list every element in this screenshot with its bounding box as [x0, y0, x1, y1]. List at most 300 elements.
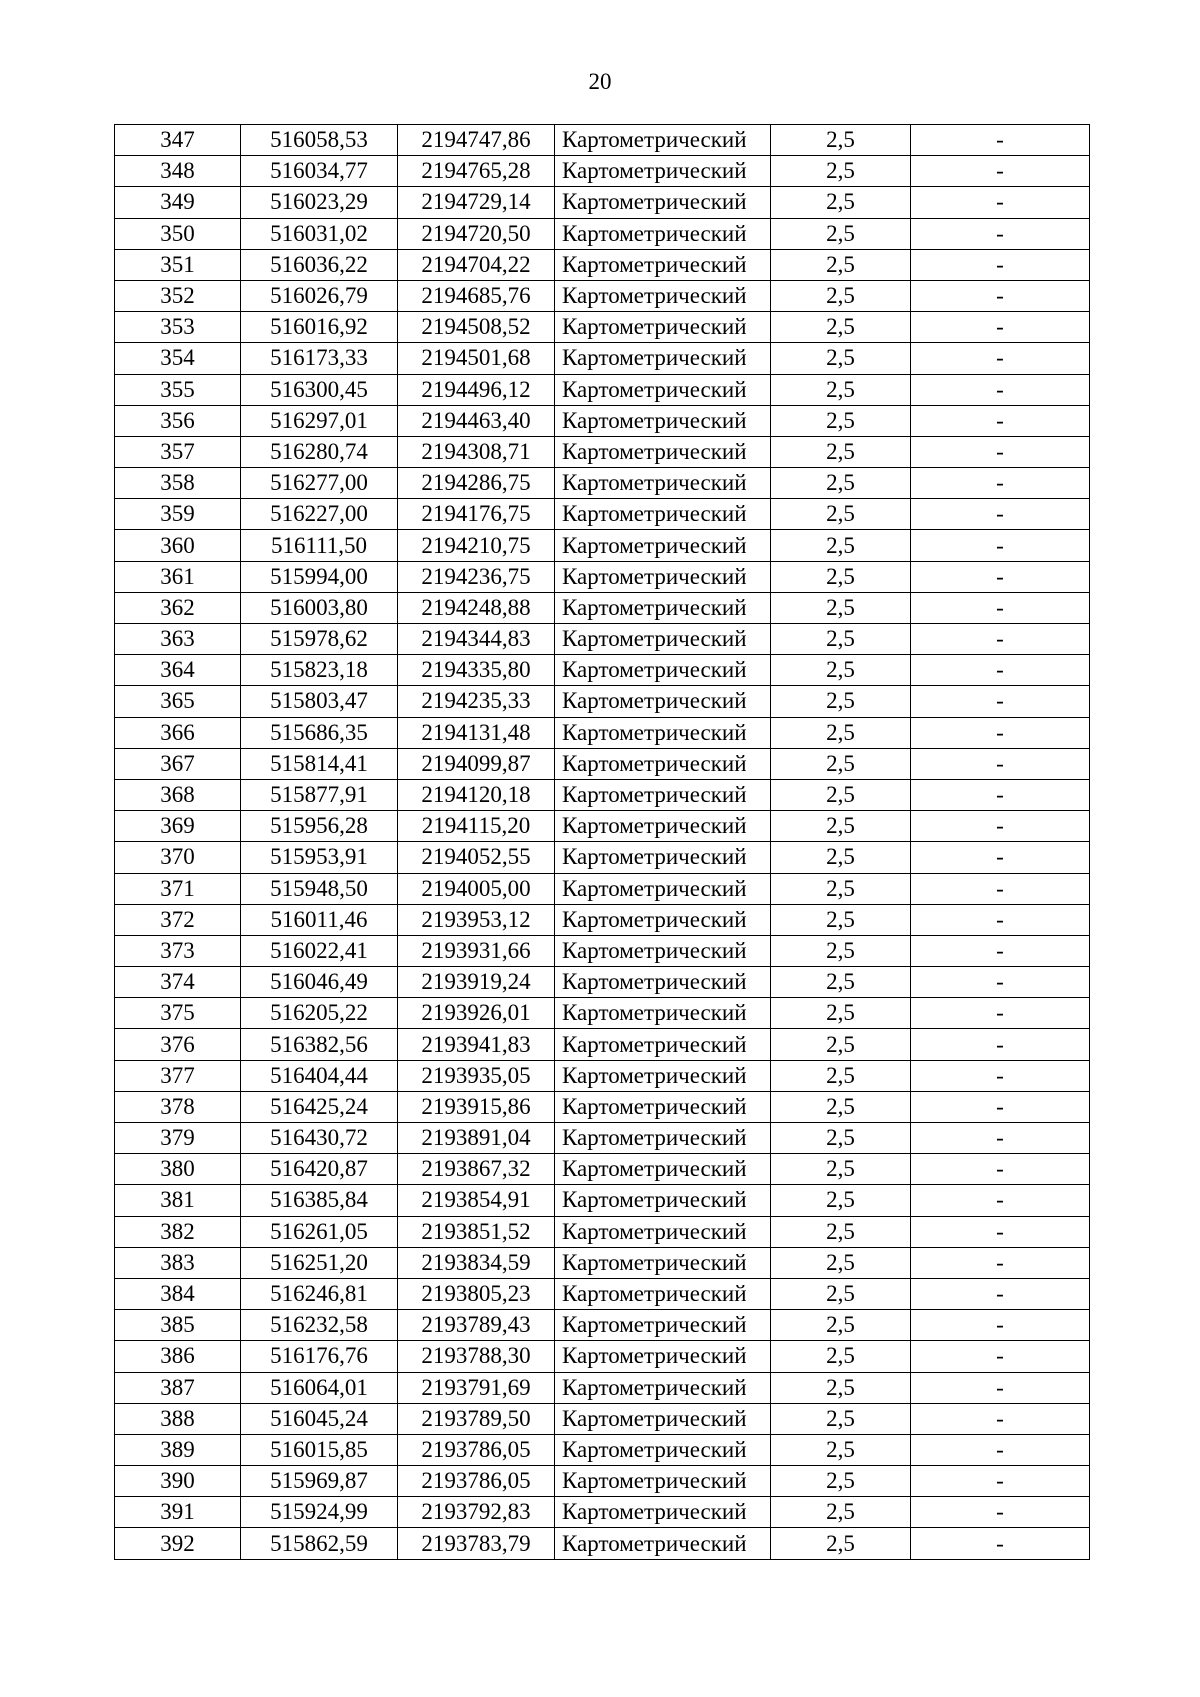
method-cell: Картометрический: [555, 1434, 771, 1465]
table-row: [115, 1247, 1090, 1278]
x-coordinate-cell: 515994,00: [241, 561, 398, 592]
accuracy-cell: 2,5: [771, 873, 911, 904]
y-coordinate-cell: 2193915,86: [398, 1091, 555, 1122]
y-coordinate-cell: 2194335,80: [398, 655, 555, 686]
x-coordinate-cell: 516003,80: [241, 592, 398, 623]
x-coordinate-cell: 515686,35: [241, 717, 398, 748]
point-number-cell: 350: [115, 218, 241, 249]
table-row: [115, 1060, 1090, 1091]
table-row: [115, 717, 1090, 748]
description-cell: -: [911, 436, 1090, 467]
point-number-cell: 357: [115, 436, 241, 467]
description-cell: -: [911, 125, 1090, 156]
description-cell: -: [911, 280, 1090, 311]
method-cell: Картометрический: [555, 125, 771, 156]
y-coordinate-cell: 2193805,23: [398, 1278, 555, 1309]
description-cell: -: [911, 592, 1090, 623]
y-coordinate-cell: 2193789,43: [398, 1310, 555, 1341]
method-cell: Картометрический: [555, 1372, 771, 1403]
x-coordinate-cell: 516280,74: [241, 436, 398, 467]
y-coordinate-cell: 2194685,76: [398, 280, 555, 311]
table-row: [115, 873, 1090, 904]
table-row: [115, 1123, 1090, 1154]
point-number-cell: 371: [115, 873, 241, 904]
point-number-cell: 349: [115, 187, 241, 218]
y-coordinate-cell: 2193851,52: [398, 1216, 555, 1247]
x-coordinate-cell: 515823,18: [241, 655, 398, 686]
table-row: [115, 842, 1090, 873]
y-coordinate-cell: 2193931,66: [398, 935, 555, 966]
y-coordinate-cell: 2193935,05: [398, 1060, 555, 1091]
y-coordinate-cell: 2194052,55: [398, 842, 555, 873]
accuracy-cell: 2,5: [771, 779, 911, 810]
point-number-cell: 380: [115, 1154, 241, 1185]
point-number-cell: 360: [115, 530, 241, 561]
table-row: [115, 468, 1090, 499]
method-cell: Картометрический: [555, 873, 771, 904]
description-cell: -: [911, 343, 1090, 374]
y-coordinate-cell: 2193891,04: [398, 1123, 555, 1154]
point-number-cell: 391: [115, 1497, 241, 1528]
table-row: [115, 312, 1090, 343]
table-row: [115, 1403, 1090, 1434]
x-coordinate-cell: 516430,72: [241, 1123, 398, 1154]
point-number-cell: 376: [115, 1029, 241, 1060]
description-cell: -: [911, 717, 1090, 748]
description-cell: -: [911, 1060, 1090, 1091]
description-cell: -: [911, 779, 1090, 810]
accuracy-cell: 2,5: [771, 1154, 911, 1185]
description-cell: -: [911, 1372, 1090, 1403]
x-coordinate-cell: 516382,56: [241, 1029, 398, 1060]
accuracy-cell: 2,5: [771, 374, 911, 405]
description-cell: -: [911, 530, 1090, 561]
method-cell: Картометрический: [555, 374, 771, 405]
y-coordinate-cell: 2194236,75: [398, 561, 555, 592]
y-coordinate-cell: 2193791,69: [398, 1372, 555, 1403]
table-row: [115, 655, 1090, 686]
accuracy-cell: 2,5: [771, 1091, 911, 1122]
accuracy-cell: 2,5: [771, 280, 911, 311]
x-coordinate-cell: 515877,91: [241, 779, 398, 810]
x-coordinate-cell: 515814,41: [241, 748, 398, 779]
method-cell: Картометрический: [555, 1091, 771, 1122]
point-number-cell: 359: [115, 499, 241, 530]
point-number-cell: 368: [115, 779, 241, 810]
x-coordinate-cell: 515978,62: [241, 624, 398, 655]
method-cell: Картометрический: [555, 592, 771, 623]
description-cell: -: [911, 873, 1090, 904]
table-row: [115, 1091, 1090, 1122]
x-coordinate-cell: 516015,85: [241, 1434, 398, 1465]
accuracy-cell: 2,5: [771, 655, 911, 686]
method-cell: Картометрический: [555, 1403, 771, 1434]
description-cell: -: [911, 1434, 1090, 1465]
table-row: [115, 748, 1090, 779]
method-cell: Картометрический: [555, 156, 771, 187]
x-coordinate-cell: 516227,00: [241, 499, 398, 530]
accuracy-cell: 2,5: [771, 1029, 911, 1060]
y-coordinate-cell: 2194005,00: [398, 873, 555, 904]
table-row: [115, 624, 1090, 655]
point-number-cell: 373: [115, 935, 241, 966]
method-cell: Картометрический: [555, 1497, 771, 1528]
method-cell: Картометрический: [555, 779, 771, 810]
y-coordinate-cell: 2194720,50: [398, 218, 555, 249]
table-row: [115, 904, 1090, 935]
table-row: [115, 935, 1090, 966]
point-number-cell: 374: [115, 967, 241, 998]
table-row: [115, 405, 1090, 436]
accuracy-cell: 2,5: [771, 1185, 911, 1216]
method-cell: Картометрический: [555, 998, 771, 1029]
x-coordinate-cell: 516404,44: [241, 1060, 398, 1091]
y-coordinate-cell: 2194765,28: [398, 156, 555, 187]
accuracy-cell: 2,5: [771, 1434, 911, 1465]
table-row: [115, 1216, 1090, 1247]
point-number-cell: 388: [115, 1403, 241, 1434]
description-cell: -: [911, 405, 1090, 436]
table-row: [115, 125, 1090, 156]
description-cell: -: [911, 686, 1090, 717]
y-coordinate-cell: 2194463,40: [398, 405, 555, 436]
accuracy-cell: 2,5: [771, 249, 911, 280]
table-row: [115, 249, 1090, 280]
accuracy-cell: 2,5: [771, 935, 911, 966]
table-row: [115, 436, 1090, 467]
table-row: [115, 1341, 1090, 1372]
method-cell: Картометрический: [555, 1247, 771, 1278]
table-row: [115, 499, 1090, 530]
table-row: [115, 1154, 1090, 1185]
description-cell: -: [911, 904, 1090, 935]
description-cell: -: [911, 1528, 1090, 1559]
accuracy-cell: 2,5: [771, 218, 911, 249]
description-cell: -: [911, 187, 1090, 218]
y-coordinate-cell: 2194120,18: [398, 779, 555, 810]
y-coordinate-cell: 2193786,05: [398, 1466, 555, 1497]
y-coordinate-cell: 2193867,32: [398, 1154, 555, 1185]
point-number-cell: 361: [115, 561, 241, 592]
y-coordinate-cell: 2194131,48: [398, 717, 555, 748]
point-number-cell: 384: [115, 1278, 241, 1309]
description-cell: -: [911, 468, 1090, 499]
y-coordinate-cell: 2194508,52: [398, 312, 555, 343]
x-coordinate-cell: 516205,22: [241, 998, 398, 1029]
table-row: [115, 1497, 1090, 1528]
method-cell: Картометрический: [555, 499, 771, 530]
description-cell: -: [911, 1123, 1090, 1154]
method-cell: Картометрический: [555, 187, 771, 218]
y-coordinate-cell: 2194747,86: [398, 125, 555, 156]
y-coordinate-cell: 2194496,12: [398, 374, 555, 405]
description-cell: -: [911, 218, 1090, 249]
method-cell: Картометрический: [555, 343, 771, 374]
table-row: [115, 218, 1090, 249]
method-cell: Картометрический: [555, 811, 771, 842]
table-row: [115, 1434, 1090, 1465]
description-cell: -: [911, 499, 1090, 530]
method-cell: Картометрический: [555, 1216, 771, 1247]
table-row: [115, 187, 1090, 218]
method-cell: Картометрический: [555, 218, 771, 249]
description-cell: -: [911, 1216, 1090, 1247]
table-row: [115, 686, 1090, 717]
method-cell: Картометрический: [555, 1029, 771, 1060]
table-row: [115, 592, 1090, 623]
accuracy-cell: 2,5: [771, 499, 911, 530]
y-coordinate-cell: 2193941,83: [398, 1029, 555, 1060]
accuracy-cell: 2,5: [771, 967, 911, 998]
accuracy-cell: 2,5: [771, 1341, 911, 1372]
accuracy-cell: 2,5: [771, 343, 911, 374]
accuracy-cell: 2,5: [771, 904, 911, 935]
table-row: [115, 1466, 1090, 1497]
point-number-cell: 364: [115, 655, 241, 686]
method-cell: Картометрический: [555, 624, 771, 655]
x-coordinate-cell: 515953,91: [241, 842, 398, 873]
table-row: [115, 280, 1090, 311]
y-coordinate-cell: 2194099,87: [398, 748, 555, 779]
accuracy-cell: 2,5: [771, 998, 911, 1029]
description-cell: -: [911, 561, 1090, 592]
x-coordinate-cell: 516022,41: [241, 935, 398, 966]
x-coordinate-cell: 516064,01: [241, 1372, 398, 1403]
accuracy-cell: 2,5: [771, 187, 911, 218]
method-cell: Картометрический: [555, 468, 771, 499]
description-cell: -: [911, 1247, 1090, 1278]
table-row: [115, 343, 1090, 374]
accuracy-cell: 2,5: [771, 811, 911, 842]
x-coordinate-cell: 516111,50: [241, 530, 398, 561]
method-cell: Картометрический: [555, 904, 771, 935]
method-cell: Картометрический: [555, 717, 771, 748]
y-coordinate-cell: 2194501,68: [398, 343, 555, 374]
accuracy-cell: 2,5: [771, 748, 911, 779]
description-cell: -: [911, 312, 1090, 343]
description-cell: -: [911, 1403, 1090, 1434]
point-number-cell: 354: [115, 343, 241, 374]
point-number-cell: 379: [115, 1123, 241, 1154]
x-coordinate-cell: 516176,76: [241, 1341, 398, 1372]
method-cell: Картометрический: [555, 561, 771, 592]
x-coordinate-cell: 516016,92: [241, 312, 398, 343]
method-cell: Картометрический: [555, 686, 771, 717]
point-number-cell: 383: [115, 1247, 241, 1278]
description-cell: -: [911, 374, 1090, 405]
x-coordinate-cell: 515803,47: [241, 686, 398, 717]
description-cell: -: [911, 1466, 1090, 1497]
x-coordinate-cell: 515924,99: [241, 1497, 398, 1528]
x-coordinate-cell: 516246,81: [241, 1278, 398, 1309]
accuracy-cell: 2,5: [771, 1216, 911, 1247]
point-number-cell: 375: [115, 998, 241, 1029]
accuracy-cell: 2,5: [771, 842, 911, 873]
coordinates-table: [114, 124, 1090, 1560]
point-number-cell: 363: [115, 624, 241, 655]
method-cell: Картометрический: [555, 312, 771, 343]
table-row: [115, 1278, 1090, 1309]
table-row: [115, 779, 1090, 810]
y-coordinate-cell: 2194344,83: [398, 624, 555, 655]
method-cell: Картометрический: [555, 1466, 771, 1497]
accuracy-cell: 2,5: [771, 468, 911, 499]
method-cell: Картометрический: [555, 935, 771, 966]
x-coordinate-cell: 516023,29: [241, 187, 398, 218]
accuracy-cell: 2,5: [771, 1278, 911, 1309]
x-coordinate-cell: 515956,28: [241, 811, 398, 842]
description-cell: -: [911, 1185, 1090, 1216]
description-cell: -: [911, 156, 1090, 187]
accuracy-cell: 2,5: [771, 1310, 911, 1341]
y-coordinate-cell: 2194704,22: [398, 249, 555, 280]
accuracy-cell: 2,5: [771, 561, 911, 592]
point-number-cell: 348: [115, 156, 241, 187]
description-cell: -: [911, 1497, 1090, 1528]
description-cell: -: [911, 1341, 1090, 1372]
method-cell: Картометрический: [555, 1123, 771, 1154]
point-number-cell: 369: [115, 811, 241, 842]
page-number: 20: [588, 69, 612, 94]
point-number-cell: 392: [115, 1528, 241, 1559]
table-row: [115, 1029, 1090, 1060]
point-number-cell: 389: [115, 1434, 241, 1465]
point-number-cell: 362: [115, 592, 241, 623]
point-number-cell: 378: [115, 1091, 241, 1122]
method-cell: Картометрический: [555, 1341, 771, 1372]
x-coordinate-cell: 515969,87: [241, 1466, 398, 1497]
accuracy-cell: 2,5: [771, 1497, 911, 1528]
point-number-cell: 385: [115, 1310, 241, 1341]
x-coordinate-cell: 516036,22: [241, 249, 398, 280]
x-coordinate-cell: 516011,46: [241, 904, 398, 935]
method-cell: Картометрический: [555, 1185, 771, 1216]
method-cell: Картометрический: [555, 748, 771, 779]
method-cell: Картометрический: [555, 280, 771, 311]
method-cell: Картометрический: [555, 655, 771, 686]
method-cell: Картометрический: [555, 1060, 771, 1091]
point-number-cell: 381: [115, 1185, 241, 1216]
method-cell: Картометрический: [555, 1154, 771, 1185]
accuracy-cell: 2,5: [771, 530, 911, 561]
description-cell: -: [911, 1091, 1090, 1122]
x-coordinate-cell: 516031,02: [241, 218, 398, 249]
description-cell: -: [911, 967, 1090, 998]
x-coordinate-cell: 515948,50: [241, 873, 398, 904]
point-number-cell: 353: [115, 312, 241, 343]
table-row: [115, 530, 1090, 561]
description-cell: -: [911, 249, 1090, 280]
y-coordinate-cell: 2193919,24: [398, 967, 555, 998]
y-coordinate-cell: 2194729,14: [398, 187, 555, 218]
point-number-cell: 356: [115, 405, 241, 436]
point-number-cell: 372: [115, 904, 241, 935]
accuracy-cell: 2,5: [771, 686, 911, 717]
x-coordinate-cell: 516300,45: [241, 374, 398, 405]
description-cell: -: [911, 998, 1090, 1029]
x-coordinate-cell: 516425,24: [241, 1091, 398, 1122]
description-cell: -: [911, 748, 1090, 779]
point-number-cell: 387: [115, 1372, 241, 1403]
accuracy-cell: 2,5: [771, 624, 911, 655]
point-number-cell: 367: [115, 748, 241, 779]
accuracy-cell: 2,5: [771, 1060, 911, 1091]
accuracy-cell: 2,5: [771, 592, 911, 623]
description-cell: -: [911, 1310, 1090, 1341]
y-coordinate-cell: 2193783,79: [398, 1528, 555, 1559]
point-number-cell: 347: [115, 125, 241, 156]
description-cell: -: [911, 1154, 1090, 1185]
y-coordinate-cell: 2194308,71: [398, 436, 555, 467]
description-cell: -: [911, 1278, 1090, 1309]
point-number-cell: 355: [115, 374, 241, 405]
table-row: [115, 156, 1090, 187]
point-number-cell: 366: [115, 717, 241, 748]
y-coordinate-cell: 2194248,88: [398, 592, 555, 623]
method-cell: Картометрический: [555, 405, 771, 436]
x-coordinate-cell: 516297,01: [241, 405, 398, 436]
point-number-cell: 370: [115, 842, 241, 873]
table-row: [115, 967, 1090, 998]
accuracy-cell: 2,5: [771, 1123, 911, 1154]
table-row: [115, 998, 1090, 1029]
x-coordinate-cell: 516277,00: [241, 468, 398, 499]
y-coordinate-cell: 2193926,01: [398, 998, 555, 1029]
point-number-cell: 365: [115, 686, 241, 717]
accuracy-cell: 2,5: [771, 1247, 911, 1278]
y-coordinate-cell: 2194210,75: [398, 530, 555, 561]
accuracy-cell: 2,5: [771, 156, 911, 187]
point-number-cell: 358: [115, 468, 241, 499]
method-cell: Картометрический: [555, 530, 771, 561]
y-coordinate-cell: 2193854,91: [398, 1185, 555, 1216]
accuracy-cell: 2,5: [771, 125, 911, 156]
method-cell: Картометрический: [555, 436, 771, 467]
method-cell: Картометрический: [555, 1278, 771, 1309]
description-cell: -: [911, 1029, 1090, 1060]
method-cell: Картометрический: [555, 967, 771, 998]
table-row: [115, 1528, 1090, 1559]
x-coordinate-cell: 516261,05: [241, 1216, 398, 1247]
accuracy-cell: 2,5: [771, 717, 911, 748]
point-number-cell: 351: [115, 249, 241, 280]
table-row: [115, 1372, 1090, 1403]
accuracy-cell: 2,5: [771, 1372, 911, 1403]
y-coordinate-cell: 2194115,20: [398, 811, 555, 842]
x-coordinate-cell: 516232,58: [241, 1310, 398, 1341]
point-number-cell: 382: [115, 1216, 241, 1247]
method-cell: Картометрический: [555, 1528, 771, 1559]
table-row: [115, 374, 1090, 405]
x-coordinate-cell: 516251,20: [241, 1247, 398, 1278]
y-coordinate-cell: 2193788,30: [398, 1341, 555, 1372]
accuracy-cell: 2,5: [771, 405, 911, 436]
table-row: [115, 1185, 1090, 1216]
y-coordinate-cell: 2194235,33: [398, 686, 555, 717]
table-row: [115, 1310, 1090, 1341]
method-cell: Картометрический: [555, 249, 771, 280]
y-coordinate-cell: 2193789,50: [398, 1403, 555, 1434]
accuracy-cell: 2,5: [771, 1466, 911, 1497]
x-coordinate-cell: 516385,84: [241, 1185, 398, 1216]
point-number-cell: 352: [115, 280, 241, 311]
y-coordinate-cell: 2193953,12: [398, 904, 555, 935]
x-coordinate-cell: 516058,53: [241, 125, 398, 156]
x-coordinate-cell: 516046,49: [241, 967, 398, 998]
x-coordinate-cell: 516026,79: [241, 280, 398, 311]
y-coordinate-cell: 2194176,75: [398, 499, 555, 530]
point-number-cell: 377: [115, 1060, 241, 1091]
